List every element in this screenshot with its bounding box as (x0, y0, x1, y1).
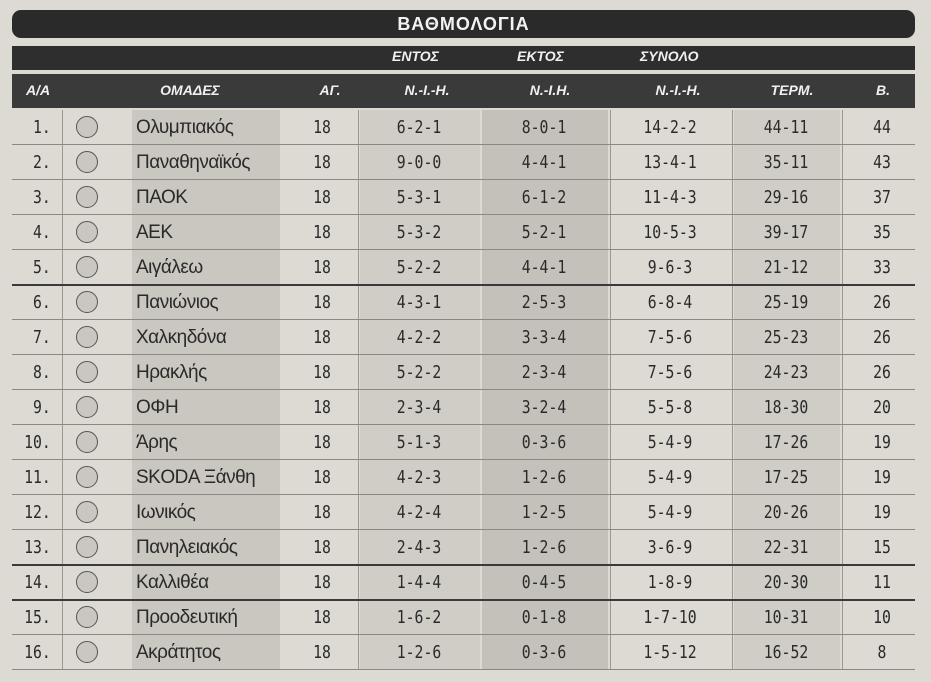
cell-pos: 3. (32, 187, 51, 208)
team-logo-icon (76, 361, 98, 383)
cell-games: 18 (313, 537, 331, 558)
cell-team: Προοδευτική (136, 606, 238, 628)
cell-total: 9-6-3 (647, 257, 693, 278)
cell-team: ΑΕΚ (136, 221, 173, 243)
cell-team: Παναθηναϊκός (136, 151, 251, 173)
cell-home: 1-2-6 (396, 642, 442, 663)
cell-team: ΠΑΟΚ (136, 186, 188, 208)
cell-goals: 35-11 (763, 152, 809, 173)
cell-pos: 5. (32, 257, 51, 278)
cell-home: 5-2-2 (396, 362, 442, 383)
cell-home: 5-1-3 (396, 432, 442, 453)
table-row (12, 215, 915, 250)
team-logo-icon (76, 431, 98, 453)
cell-total: 5-4-9 (647, 432, 693, 453)
col-games: ΑΓ. (319, 82, 341, 98)
cell-team: Καλλιθέα (136, 571, 209, 593)
team-logo-icon (76, 501, 98, 523)
cell-games: 18 (313, 397, 331, 418)
group-away: ΕΚΤΟΣ (517, 48, 564, 64)
cell-points: 19 (873, 432, 891, 453)
cell-total: 5-4-9 (647, 502, 693, 523)
cell-points: 43 (873, 152, 891, 173)
table-row (12, 145, 915, 180)
table-row (12, 495, 915, 530)
cell-games: 18 (313, 432, 331, 453)
cell-goals: 29-16 (763, 187, 809, 208)
cell-team: Πανιώνιος (136, 291, 219, 313)
cell-goals: 10-31 (763, 607, 809, 628)
cell-points: 26 (873, 362, 891, 383)
team-logo-icon (76, 221, 98, 243)
cell-total: 10-5-3 (643, 222, 697, 243)
team-logo-icon (76, 256, 98, 278)
cell-away: 3-3-4 (521, 327, 567, 348)
cell-home: 5-3-2 (396, 222, 442, 243)
team-logo-icon (76, 536, 98, 558)
cell-away: 1-2-6 (521, 467, 567, 488)
cell-away: 5-2-1 (521, 222, 567, 243)
cell-total: 7-5-6 (647, 362, 693, 383)
table-row (12, 565, 915, 600)
table-row (12, 285, 915, 320)
cell-away: 0-3-6 (521, 642, 567, 663)
cell-games: 18 (313, 362, 331, 383)
cell-away: 1-2-6 (521, 537, 567, 558)
cell-team: Πανηλειακός (136, 536, 238, 558)
cell-away: 4-4-1 (521, 152, 567, 173)
cell-points: 19 (873, 467, 891, 488)
cell-points: 33 (873, 257, 891, 278)
team-logo-icon (76, 151, 98, 173)
cell-home: 5-2-2 (396, 257, 442, 278)
cell-total: 5-4-9 (647, 467, 693, 488)
table-row (12, 425, 915, 460)
cell-home: 1-4-4 (396, 572, 442, 593)
cell-pos: 12. (24, 502, 51, 523)
cell-pos: 16. (24, 642, 51, 663)
cell-pos: 10. (24, 432, 51, 453)
table-title: ΒΑΘΜΟΛΟΓΙΑ (12, 10, 915, 38)
cell-team: Χαλκηδόνα (136, 326, 227, 348)
cell-total: 3-6-9 (647, 537, 693, 558)
cell-points: 11 (873, 572, 891, 593)
cell-games: 18 (313, 327, 331, 348)
cell-pos: 9. (32, 397, 51, 418)
cell-total: 5-5-8 (647, 397, 693, 418)
cell-pos: 15. (24, 607, 51, 628)
cell-points: 26 (873, 327, 891, 348)
table-row (12, 180, 915, 215)
cell-total: 7-5-6 (647, 327, 693, 348)
table-row (12, 250, 915, 285)
cell-points: 44 (873, 117, 891, 138)
col-goals: ΤΕΡΜ. (770, 82, 814, 98)
cell-games: 18 (313, 502, 331, 523)
table-row (12, 390, 915, 425)
cell-total: 11-4-3 (643, 187, 697, 208)
cell-total: 13-4-1 (643, 152, 697, 173)
col-total: Ν.-Ι.-Η. (655, 82, 701, 98)
cell-pos: 4. (32, 222, 51, 243)
col-pos: Α/Α (25, 82, 51, 98)
cell-away: 1-2-5 (521, 502, 567, 523)
table-row (12, 110, 915, 145)
table-row (12, 460, 915, 495)
cell-team: Ολυμπιακός (136, 116, 234, 138)
cell-games: 18 (313, 642, 331, 663)
cell-team: ΟΦΗ (136, 396, 179, 418)
cell-goals: 18-30 (763, 397, 809, 418)
table-row (12, 320, 915, 355)
team-logo-icon (76, 186, 98, 208)
col-points: Β. (876, 82, 890, 98)
cell-goals: 25-23 (763, 327, 809, 348)
cell-goals: 25-19 (763, 292, 809, 313)
cell-home: 4-2-3 (396, 467, 442, 488)
table-row (12, 530, 915, 565)
table-row (12, 355, 915, 390)
cell-away: 0-4-5 (521, 572, 567, 593)
standings-grid (12, 110, 915, 670)
cell-team: Ηρακλής (136, 361, 207, 383)
cell-pos: 8. (32, 362, 51, 383)
cell-away: 4-4-1 (521, 257, 567, 278)
cell-home: 2-4-3 (396, 537, 442, 558)
cell-goals: 22-31 (763, 537, 809, 558)
cell-away: 2-5-3 (521, 292, 567, 313)
cell-games: 18 (313, 467, 331, 488)
team-logo-icon (76, 291, 98, 313)
cell-games: 18 (313, 117, 331, 138)
table-row (12, 600, 915, 635)
cell-away: 0-1-8 (521, 607, 567, 628)
team-logo-icon (76, 641, 98, 663)
cell-goals: 39-17 (763, 222, 809, 243)
cell-goals: 17-25 (763, 467, 809, 488)
group-total: ΣΥΝΟΛΟ (640, 48, 699, 64)
cell-home: 4-3-1 (396, 292, 442, 313)
cell-pos: 6. (32, 292, 51, 313)
cell-points: 10 (873, 607, 891, 628)
cell-games: 18 (313, 572, 331, 593)
cell-away: 2-3-4 (521, 362, 567, 383)
cell-games: 18 (313, 222, 331, 243)
cell-goals: 20-30 (763, 572, 809, 593)
cell-points: 8 (877, 642, 887, 663)
cell-team: Ιωνικός (136, 501, 196, 523)
cell-pos: 2. (32, 152, 51, 173)
cell-pos: 14. (24, 572, 51, 593)
cell-home: 2-3-4 (396, 397, 442, 418)
cell-pos: 13. (24, 537, 51, 558)
cell-pos: 1. (32, 117, 51, 138)
team-logo-icon (76, 326, 98, 348)
cell-total: 1-8-9 (647, 572, 693, 593)
cell-goals: 17-26 (763, 432, 809, 453)
group-header-bar (12, 46, 915, 70)
cell-total: 14-2-2 (643, 117, 697, 138)
cell-goals: 44-11 (763, 117, 809, 138)
cell-pos: 7. (32, 327, 51, 348)
cell-goals: 24-23 (763, 362, 809, 383)
col-away: Ν.-Ι.Η. (529, 82, 571, 98)
cell-total: 6-8-4 (647, 292, 693, 313)
cell-games: 18 (313, 607, 331, 628)
cell-home: 4-2-4 (396, 502, 442, 523)
cell-away: 8-0-1 (521, 117, 567, 138)
group-home: ΕΝΤΟΣ (392, 48, 439, 64)
cell-total: 1-7-10 (643, 607, 697, 628)
team-logo-icon (76, 571, 98, 593)
cell-points: 19 (873, 502, 891, 523)
cell-points: 20 (873, 397, 891, 418)
table-row (12, 635, 915, 670)
cell-goals: 16-52 (763, 642, 809, 663)
cell-games: 18 (313, 187, 331, 208)
cell-home: 5-3-1 (396, 187, 442, 208)
cell-home: 1-6-2 (396, 607, 442, 628)
cell-points: 37 (873, 187, 891, 208)
cell-pos: 11. (24, 467, 51, 488)
col-home: Ν.-Ι.-Η. (404, 82, 450, 98)
cell-team: Ακράτητος (136, 641, 221, 663)
row-divider (12, 669, 915, 670)
cell-points: 15 (873, 537, 891, 558)
team-logo-icon (76, 396, 98, 418)
col-team: ΟΜΑΔΕΣ (160, 82, 220, 98)
cell-goals: 20-26 (763, 502, 809, 523)
team-logo-icon (76, 116, 98, 138)
cell-home: 6-2-1 (396, 117, 442, 138)
cell-home: 4-2-2 (396, 327, 442, 348)
cell-away: 3-2-4 (521, 397, 567, 418)
cell-points: 35 (873, 222, 891, 243)
cell-goals: 21-12 (763, 257, 809, 278)
cell-games: 18 (313, 292, 331, 313)
cell-total: 1-5-12 (643, 642, 697, 663)
team-logo-icon (76, 466, 98, 488)
team-logo-icon (76, 606, 98, 628)
cell-team: SKODA Ξάνθη (136, 466, 256, 488)
cell-away: 0-3-6 (521, 432, 567, 453)
cell-games: 18 (313, 152, 331, 173)
cell-team: Αιγάλεω (136, 256, 203, 278)
cell-home: 9-0-0 (396, 152, 442, 173)
cell-team: Άρης (136, 431, 178, 453)
cell-points: 26 (873, 292, 891, 313)
cell-games: 18 (313, 257, 331, 278)
cell-away: 6-1-2 (521, 187, 567, 208)
